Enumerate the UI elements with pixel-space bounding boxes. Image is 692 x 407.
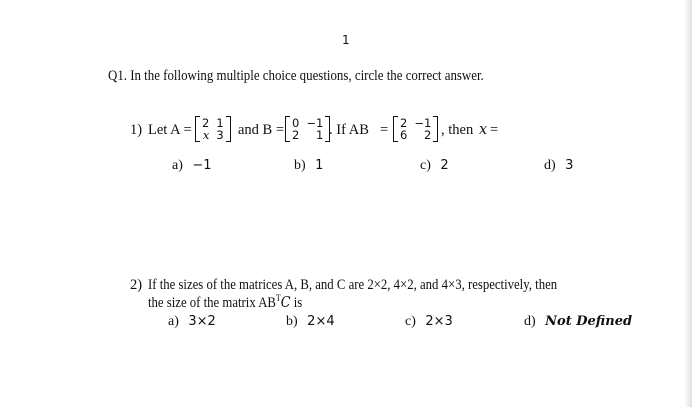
if-ab-text: . If AB xyxy=(329,122,369,138)
option-label: c) xyxy=(420,158,431,173)
question-2-line-1: If the sizes of the matrices A, B, and C are 2×2, 4×2, and 4×3, respectively, then xyxy=(148,277,558,293)
option-value: 2 xyxy=(440,158,449,173)
page-edge-shadow xyxy=(684,0,692,407)
matrix-ab-cell: 2 xyxy=(423,128,432,142)
q1-option-b[interactable] xyxy=(294,158,323,174)
option-label: b) xyxy=(294,158,306,173)
option-value: 2×3 xyxy=(425,314,453,329)
transpose-superscript: T xyxy=(275,293,281,304)
q2-option-c[interactable] xyxy=(405,314,453,330)
option-value: −1 xyxy=(192,158,212,173)
then-equals: = xyxy=(490,122,499,138)
q1-option-a[interactable] xyxy=(172,158,212,174)
bracket-right xyxy=(433,116,438,142)
matrix-b xyxy=(285,116,330,142)
matrix-b-cell: 0 xyxy=(292,116,300,130)
q2-option-b[interactable] xyxy=(286,314,335,330)
let-a-text: Let A = xyxy=(148,122,192,138)
question-1-number: 1) xyxy=(130,122,143,138)
option-value: Not Defined xyxy=(545,314,633,329)
q1-option-d[interactable] xyxy=(544,158,573,174)
q1-option-c[interactable] xyxy=(420,158,449,174)
then-text: , then xyxy=(441,122,474,138)
matrix-ab xyxy=(393,116,438,142)
matrix-a-cell: 1 xyxy=(216,116,224,130)
matrix-a-cell: 2 xyxy=(202,116,210,130)
matrix-b-cell: 2 xyxy=(292,128,300,142)
question-2-line-2 xyxy=(148,295,302,312)
matrix-b-cell: −1 xyxy=(306,116,324,130)
option-value: 1 xyxy=(315,158,324,173)
option-label: a) xyxy=(168,314,179,329)
option-value: 2×4 xyxy=(307,314,335,329)
option-label: a) xyxy=(172,158,183,173)
and-b-text: and B = xyxy=(238,122,285,138)
variable-x: x xyxy=(479,122,488,138)
option-label: c) xyxy=(405,314,416,329)
matrix-ab-cell: 2 xyxy=(400,116,408,130)
matrix-a xyxy=(195,116,231,142)
page-number: 1 xyxy=(342,33,350,47)
option-label: d) xyxy=(544,158,556,173)
q2-option-d[interactable] xyxy=(524,314,632,330)
bracket-right xyxy=(226,116,231,142)
equals-sign: = xyxy=(380,122,389,138)
matrix-b-cell: 1 xyxy=(315,128,324,142)
instruction-heading: Q1. In the following multiple choice questions, circle the correct answer. xyxy=(108,68,484,84)
matrix-ab-cell: 6 xyxy=(400,128,408,142)
option-label: d) xyxy=(524,314,536,329)
matrix-c-symbol: C xyxy=(280,295,291,311)
matrix-a-cell: 3 xyxy=(216,128,224,142)
line-2-suffix: is xyxy=(293,295,303,311)
option-value: 3 xyxy=(565,158,574,173)
matrix-a-cell: x xyxy=(202,128,210,142)
option-value: 3×2 xyxy=(188,314,216,329)
q2-option-a[interactable] xyxy=(168,314,216,330)
matrix-ab-cell: −1 xyxy=(414,116,432,130)
line-2-prefix: the size of the matrix AB xyxy=(148,295,276,311)
question-2-number: 2) xyxy=(130,277,143,293)
option-label: b) xyxy=(286,314,298,329)
